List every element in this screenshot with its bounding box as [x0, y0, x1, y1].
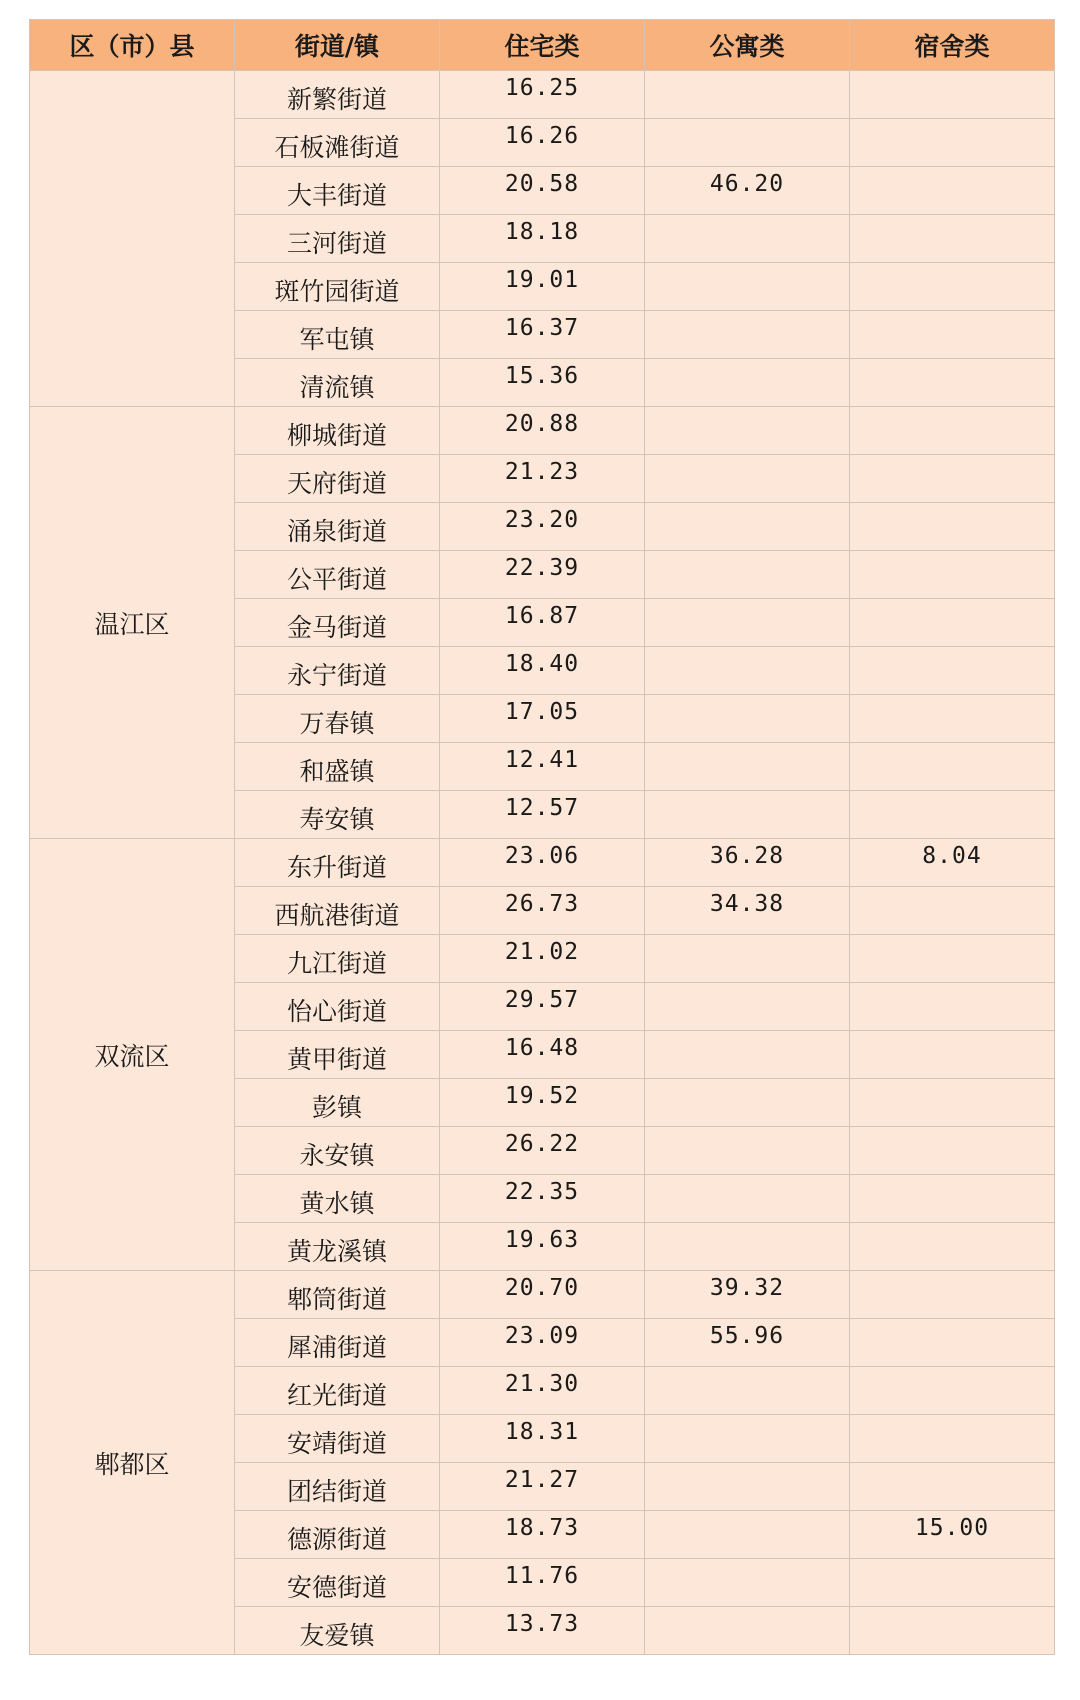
residential-value: 20.58: [440, 167, 645, 215]
apartment-value: [645, 311, 850, 359]
residential-value: 22.35: [440, 1175, 645, 1223]
apartment-value: [645, 407, 850, 455]
dormitory-value: [850, 215, 1055, 263]
dormitory-value: [850, 407, 1055, 455]
dormitory-value: [850, 1271, 1055, 1319]
dormitory-value: [850, 1463, 1055, 1511]
street-cell: 郫筒街道: [235, 1271, 440, 1319]
street-cell: 清流镇: [235, 359, 440, 407]
apartment-value: [645, 1511, 850, 1559]
apartment-value: [645, 1415, 850, 1463]
street-cell: 怡心街道: [235, 983, 440, 1031]
residential-value: 21.27: [440, 1463, 645, 1511]
residential-value: 26.22: [440, 1127, 645, 1175]
apartment-value: [645, 1175, 850, 1223]
dormitory-value: [850, 503, 1055, 551]
header-dormitory: 宿舍类: [850, 20, 1055, 71]
apartment-value: [645, 455, 850, 503]
apartment-value: [645, 1607, 850, 1655]
header-apartment: 公寓类: [645, 20, 850, 71]
apartment-value: [645, 1079, 850, 1127]
street-cell: 黄龙溪镇: [235, 1223, 440, 1271]
dormitory-value: [850, 983, 1055, 1031]
apartment-value: [645, 1463, 850, 1511]
residential-value: 11.76: [440, 1559, 645, 1607]
dormitory-value: [850, 311, 1055, 359]
residential-value: 12.57: [440, 791, 645, 839]
district-cell: [30, 71, 235, 407]
residential-value: 20.88: [440, 407, 645, 455]
dormitory-value: [850, 1127, 1055, 1175]
residential-value: 18.40: [440, 647, 645, 695]
district-cell: 温江区: [30, 407, 235, 839]
street-cell: 黄甲街道: [235, 1031, 440, 1079]
dormitory-value: [850, 887, 1055, 935]
apartment-value: [645, 503, 850, 551]
table-body: [30, 71, 1055, 1655]
price-table-container: [29, 19, 1054, 1655]
residential-value: 18.31: [440, 1415, 645, 1463]
apartment-value: 36.28: [645, 839, 850, 887]
apartment-value: [645, 1559, 850, 1607]
apartment-value: [645, 599, 850, 647]
apartment-value: [645, 935, 850, 983]
apartment-value: [645, 359, 850, 407]
district-cell: 双流区: [30, 839, 235, 1271]
apartment-value: [645, 1223, 850, 1271]
street-cell: 军屯镇: [235, 311, 440, 359]
dormitory-value: [850, 743, 1055, 791]
dormitory-value: [850, 551, 1055, 599]
residential-value: 29.57: [440, 983, 645, 1031]
residential-value: 23.09: [440, 1319, 645, 1367]
header-residential: 住宅类: [440, 20, 645, 71]
dormitory-value: [850, 695, 1055, 743]
dormitory-value: [850, 791, 1055, 839]
district-cell: 郫都区: [30, 1271, 235, 1655]
residential-value: 18.18: [440, 215, 645, 263]
apartment-value: 55.96: [645, 1319, 850, 1367]
street-cell: 黄水镇: [235, 1175, 440, 1223]
street-cell: 新繁街道: [235, 71, 440, 119]
dormitory-value: [850, 1415, 1055, 1463]
apartment-value: [645, 791, 850, 839]
residential-value: 19.63: [440, 1223, 645, 1271]
residential-value: 15.36: [440, 359, 645, 407]
residential-value: 21.02: [440, 935, 645, 983]
street-cell: 大丰街道: [235, 167, 440, 215]
street-cell: 斑竹园街道: [235, 263, 440, 311]
street-cell: 东升街道: [235, 839, 440, 887]
dormitory-value: [850, 167, 1055, 215]
dormitory-value: 15.00: [850, 1511, 1055, 1559]
dormitory-value: [850, 1319, 1055, 1367]
dormitory-value: [850, 1367, 1055, 1415]
street-cell: 安靖街道: [235, 1415, 440, 1463]
street-cell: 涌泉街道: [235, 503, 440, 551]
dormitory-value: [850, 455, 1055, 503]
apartment-value: [645, 1367, 850, 1415]
apartment-value: [645, 983, 850, 1031]
table-row: [30, 839, 1055, 887]
street-cell: 柳城街道: [235, 407, 440, 455]
street-cell: 彭镇: [235, 1079, 440, 1127]
dormitory-value: [850, 71, 1055, 119]
street-cell: 永安镇: [235, 1127, 440, 1175]
apartment-value: [645, 1031, 850, 1079]
residential-value: 19.52: [440, 1079, 645, 1127]
residential-value: 13.73: [440, 1607, 645, 1655]
table-row: [30, 407, 1055, 455]
apartment-value: [645, 71, 850, 119]
dormitory-value: [850, 935, 1055, 983]
dormitory-value: [850, 1175, 1055, 1223]
residential-value: 16.87: [440, 599, 645, 647]
street-cell: 万春镇: [235, 695, 440, 743]
street-cell: 寿安镇: [235, 791, 440, 839]
residential-value: 23.06: [440, 839, 645, 887]
residential-value: 21.30: [440, 1367, 645, 1415]
street-cell: 金马街道: [235, 599, 440, 647]
street-cell: 安德街道: [235, 1559, 440, 1607]
residential-value: 18.73: [440, 1511, 645, 1559]
street-cell: 德源街道: [235, 1511, 440, 1559]
street-cell: 西航港街道: [235, 887, 440, 935]
apartment-value: 34.38: [645, 887, 850, 935]
apartment-value: [645, 647, 850, 695]
dormitory-value: [850, 1559, 1055, 1607]
street-cell: 永宁街道: [235, 647, 440, 695]
street-cell: 天府街道: [235, 455, 440, 503]
price-table: [29, 19, 1055, 1655]
street-cell: 九江街道: [235, 935, 440, 983]
apartment-value: [645, 743, 850, 791]
header-street: 街道/镇: [235, 20, 440, 71]
header-row: [30, 20, 1055, 71]
street-cell: 和盛镇: [235, 743, 440, 791]
apartment-value: [645, 551, 850, 599]
residential-value: 16.37: [440, 311, 645, 359]
dormitory-value: [850, 119, 1055, 167]
dormitory-value: [850, 263, 1055, 311]
apartment-value: [645, 119, 850, 167]
street-cell: 犀浦街道: [235, 1319, 440, 1367]
dormitory-value: [850, 1607, 1055, 1655]
residential-value: 19.01: [440, 263, 645, 311]
residential-value: 23.20: [440, 503, 645, 551]
apartment-value: [645, 695, 850, 743]
residential-value: 21.23: [440, 455, 645, 503]
header-district: 区（市）县: [30, 20, 235, 71]
residential-value: 16.25: [440, 71, 645, 119]
table-row: [30, 71, 1055, 119]
dormitory-value: [850, 599, 1055, 647]
dormitory-value: 8.04: [850, 839, 1055, 887]
apartment-value: 46.20: [645, 167, 850, 215]
table-row: [30, 1271, 1055, 1319]
dormitory-value: [850, 647, 1055, 695]
apartment-value: [645, 1127, 850, 1175]
street-cell: 团结街道: [235, 1463, 440, 1511]
dormitory-value: [850, 1031, 1055, 1079]
residential-value: 22.39: [440, 551, 645, 599]
street-cell: 石板滩街道: [235, 119, 440, 167]
dormitory-value: [850, 1079, 1055, 1127]
residential-value: 26.73: [440, 887, 645, 935]
residential-value: 12.41: [440, 743, 645, 791]
street-cell: 公平街道: [235, 551, 440, 599]
table-header: [30, 20, 1055, 71]
street-cell: 红光街道: [235, 1367, 440, 1415]
apartment-value: 39.32: [645, 1271, 850, 1319]
dormitory-value: [850, 1223, 1055, 1271]
street-cell: 三河街道: [235, 215, 440, 263]
residential-value: 16.48: [440, 1031, 645, 1079]
apartment-value: [645, 263, 850, 311]
residential-value: 20.70: [440, 1271, 645, 1319]
apartment-value: [645, 215, 850, 263]
dormitory-value: [850, 359, 1055, 407]
residential-value: 16.26: [440, 119, 645, 167]
street-cell: 友爱镇: [235, 1607, 440, 1655]
residential-value: 17.05: [440, 695, 645, 743]
